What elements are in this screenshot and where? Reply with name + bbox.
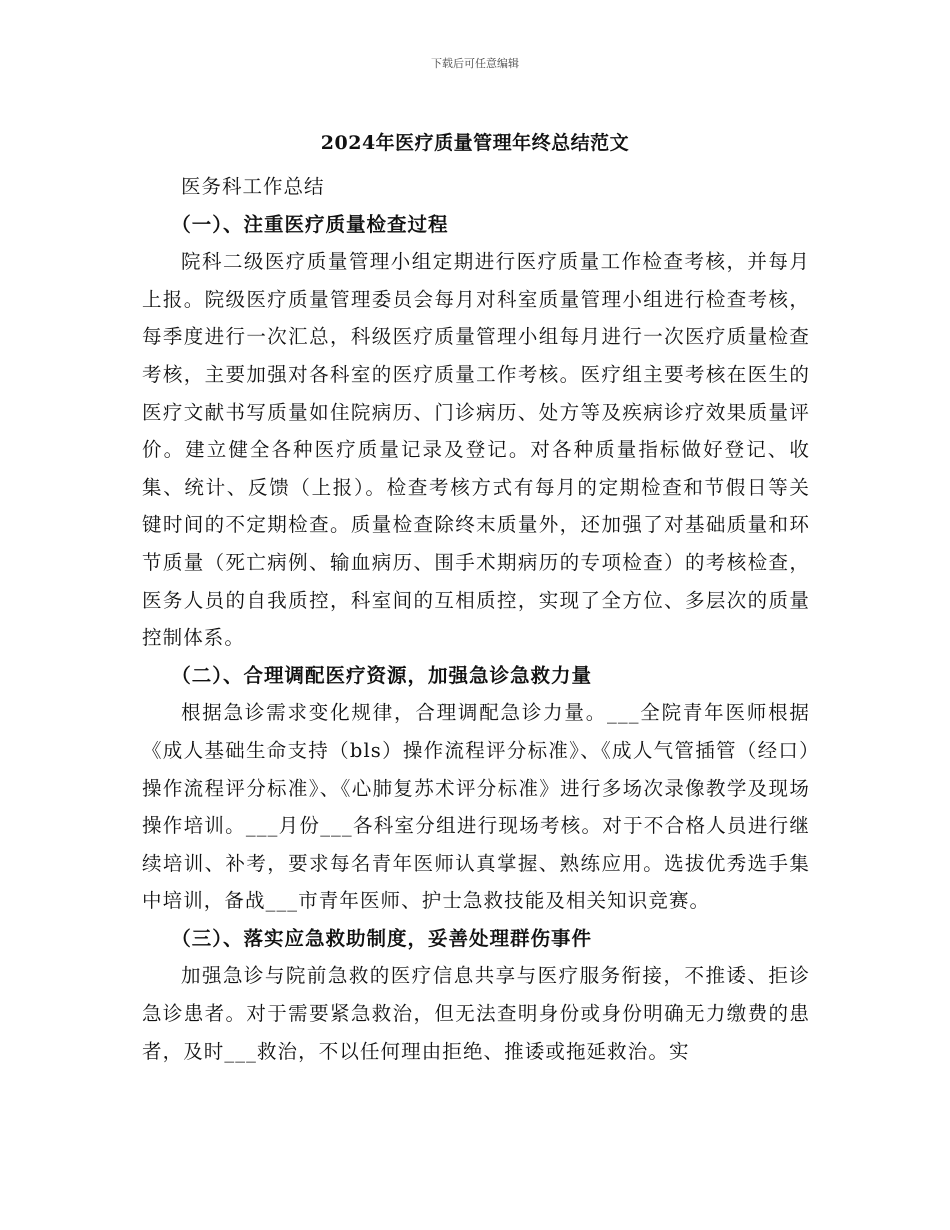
section-body-1: 院科二级医疗质量管理小组定期进行医疗质量工作检查考核，并每月上报。院级医疗质量管理委员会每月对科室质量管理小组进行检查考核，每季度进行一次汇总，科级医疗质量管理小组每月进行一次医疗质量检查考核，主要加强对各科室的医疗质量工作考核。医疗组主要考核在医生的医疗文献书写质量如住院病历、门诊病历、处方等及疾病诊疗效果质量评价。建立健全各种医疗质量记录及登记。对各种质量指标做好登记、收集、统计、反馈（上报）。检查考核方式有每月的定期检查和节假日等关键时间的不定期检查。质量检查除终末质量外，还加强了对基础质量和环节质量（死亡病例、输血病历、围手术期病历的专项检查）的考核检查，医务人员的自我质控，科室间的互相质控，实现了全方位、多层次的质量控制体系。 (142, 250, 810, 650)
section-body-2: 根据急诊需求变化规律，合理调配急诊力量。___全院青年医师根据《成人基础生命支持（bls）操作流程评分标准》、《成人气管插管（经口）操作流程评分标准》、《心肺复苏术评分标准》进行多场次录像教学及现场操作培训。___月份___各科室分组进行现场考核。对于不合格人员进行继续培训、补考，要求每名青年医师认真掌握、熟练应用。选拔优秀选手集中培训，备战___市青年医师、护士急救技能及相关知识竞赛。 (142, 701, 810, 913)
section-body-3: 加强急诊与院前急救的医疗信息共享与医疗服务衔接，不推诿、拒诊急诊患者。对于需要紧急救治，但无法查明身份或身份明确无力缴费的患者，及时___救治，不以任何理由拒绝、推诿或拖延救治。实 (142, 964, 810, 1063)
header-note: 下载后可任意编辑 (431, 57, 519, 70)
document-subtitle: 医务科工作总结 (181, 175, 325, 198)
section-heading-2: （二）、合理调配医疗资源，加强急诊急救力量 (171, 663, 593, 687)
document-title: 2024年医疗质量管理年终总结范文 (320, 132, 630, 154)
section-heading-3: （三）、落实应急救助制度，妥善处理群伤事件 (171, 926, 593, 950)
section-heading-1: （一）、注重医疗质量检查过程 (171, 212, 449, 236)
document-body (142, 168, 810, 1070)
